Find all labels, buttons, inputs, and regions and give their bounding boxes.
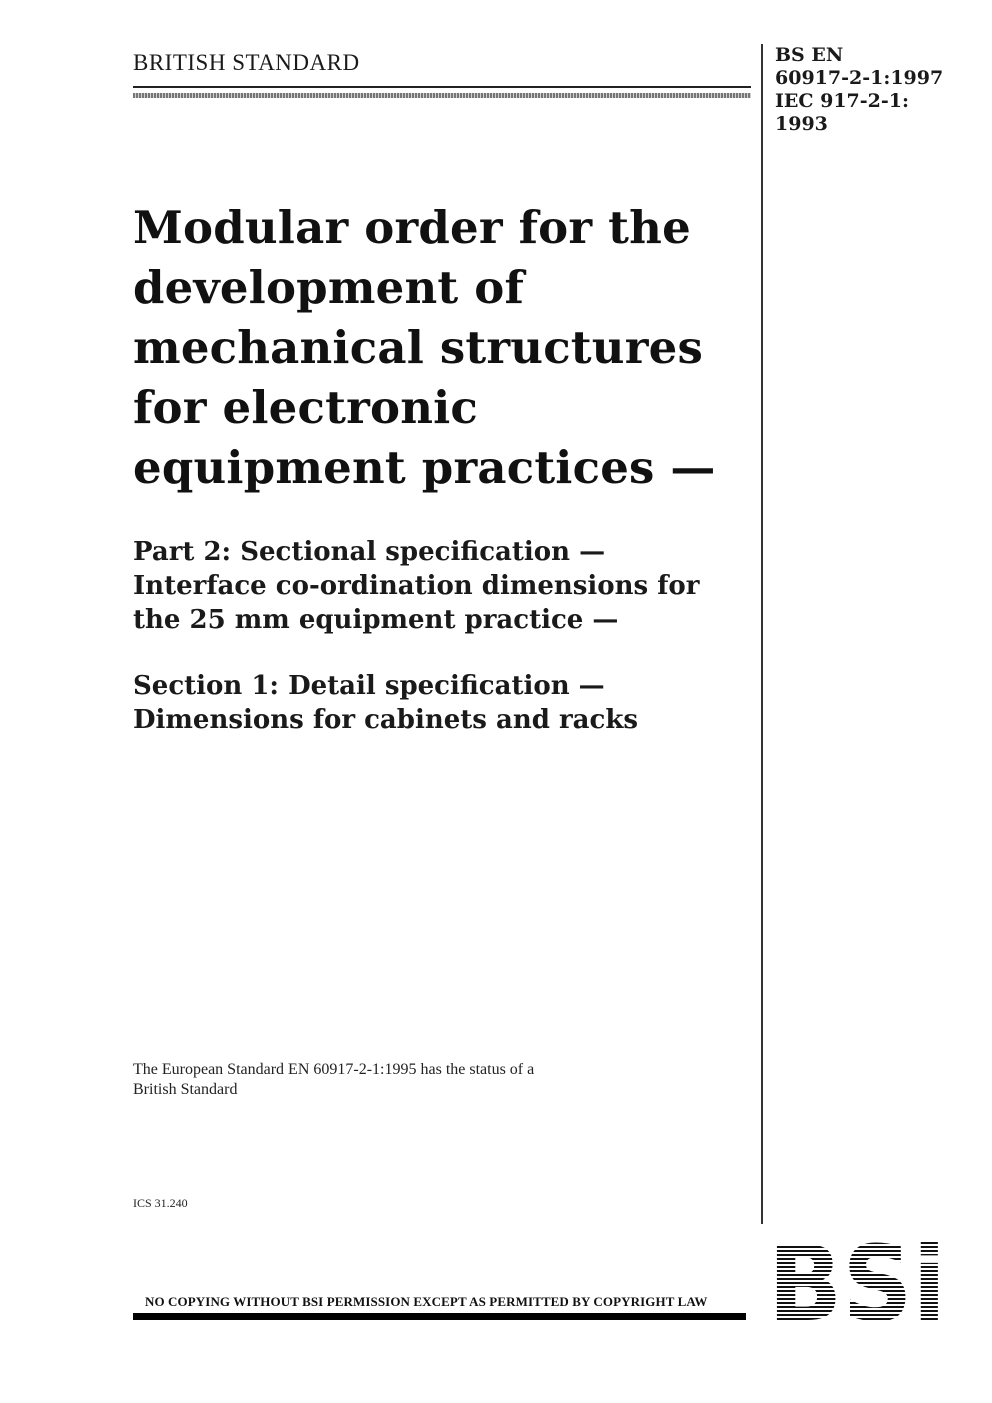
part-line: Interface co-ordination dimensions for [133,571,700,601]
standard-number-line: IEC 917-2-1: [775,90,909,112]
title-line: development of [133,261,525,314]
title-line: Modular order for the [133,201,691,254]
title-line: mechanical structures [133,321,703,374]
standard-number-line: 60917-2-1:1997 [775,67,944,89]
section-subtitle [133,669,753,737]
part-line: Part 2: Sectional specification — [133,537,606,567]
status-line: The European Standard EN 60917-2-1:1995 has the status of a [133,1061,535,1078]
vertical-divider [761,44,763,1224]
header-hatched-rule [133,93,751,98]
copyright-notice: NO COPYING WITHOUT BSI PERMISSION EXCEPT AS PERMITTED BY COPYRIGHT LAW [145,1294,708,1309]
standard-number-block [775,44,943,136]
section-line: Dimensions for cabinets and racks [133,705,638,735]
title-line: for electronic [133,381,479,434]
status-note [133,1060,534,1100]
part-line: the 25 mm equipment practice — [133,605,619,635]
footer-rule [133,1313,746,1320]
part-subtitle [133,535,753,637]
bsi-logo-icon [768,1242,946,1322]
ics-code: ICS 31.240 [133,1196,188,1210]
document-type-label: BRITISH STANDARD [133,50,360,75]
document-title [133,198,753,498]
status-line: British Standard [133,1081,238,1098]
title-line: equipment practices — [133,441,716,494]
bsi-logo [768,1242,946,1322]
standard-number-line: 1993 [775,113,828,135]
header-rule [133,86,751,88]
standard-number-line: BS EN [775,44,844,66]
section-line: Section 1: Detail specification — [133,671,605,701]
